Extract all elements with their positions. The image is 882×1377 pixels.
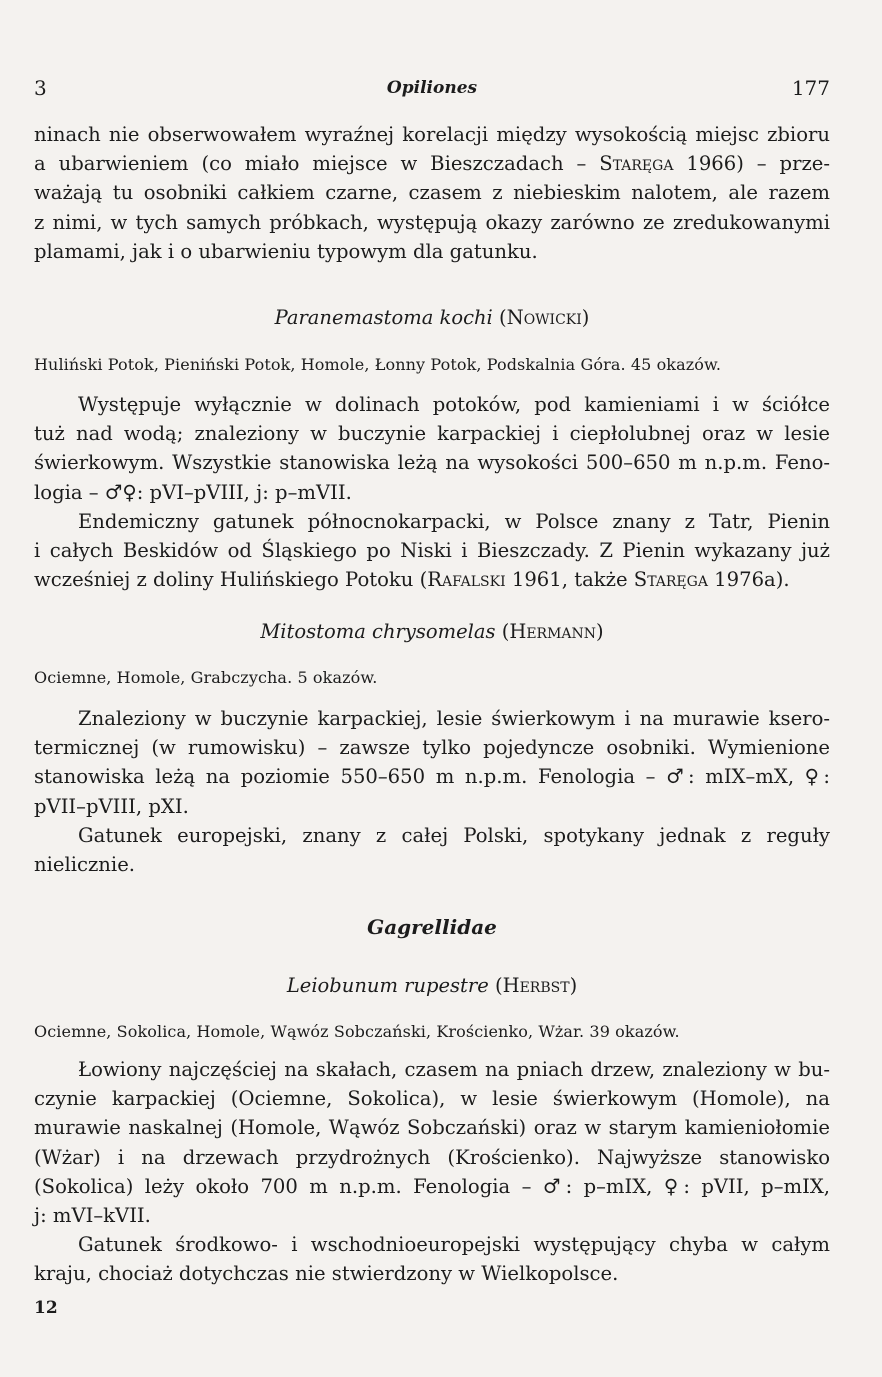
species-author: Herbst — [502, 974, 570, 997]
text-line: ważają tu osobniki całkiem czarne, czasem z niebieskim nalotem, ale razem — [34, 181, 830, 205]
text-line: i całych Beskidów od Śląskiego po Niski i Bieszczady. Z Pienin wykazany już — [34, 539, 830, 563]
species-heading — [34, 306, 830, 329]
text-line: z nimi, w tych samych próbkach, występują okazy zarówno ze zredukowanymi — [34, 210, 830, 234]
text-line: stanowiska leżą na poziomie 550–650 m n.p.m. Fenologia – ♂: mIX–mX, ♀: — [34, 765, 830, 789]
text-run: 1961, także — [505, 568, 634, 592]
text-line: czynie karpackiej (Ociemne, Sokolica), w lesie świerkowym (Homole), na — [34, 1087, 830, 1111]
text-line: logia – ♂♀: pVI–pVIII, j: p–mVII. — [34, 480, 352, 504]
running-header — [34, 76, 830, 106]
text-line: Łowiony najczęściej na skałach, czasem na pniach drzew, znaleziony w bu- — [78, 1058, 830, 1081]
localities-line: Huliński Potok, Pieniński Potok, Homole, Łonny Potok, Podskalnia Góra. 45 okazów. — [34, 355, 722, 374]
text-line — [34, 565, 830, 594]
text-run: 1976a). — [707, 568, 790, 592]
citation-author: Staręga — [633, 568, 708, 592]
family-heading — [34, 915, 830, 939]
paren: ( — [495, 620, 510, 643]
paren: ( — [492, 306, 507, 329]
paren: ) — [596, 620, 604, 643]
text-line: Gatunek europejski, znany z całej Polski, spotykany jednak z reguły — [78, 823, 830, 847]
text-line: świerkowym. Wszystkie stanowiska leżą na wysokości 500–650 m n.p.m. Feno- — [34, 451, 830, 475]
species-heading — [34, 620, 830, 643]
text-run: 1966) – prze- — [673, 152, 830, 176]
species-description — [34, 1055, 830, 1289]
species-name: Mitostoma chrysomelas — [260, 620, 496, 643]
text-line: (Sokolica) leży około 700 m n.p.m. Fenologia – ♂: p–mIX, ♀: pVII, p–mIX, — [34, 1174, 830, 1198]
citation-author: Staręga — [599, 152, 674, 176]
intro-paragraph — [34, 120, 830, 266]
text-line: nielicznie. — [34, 853, 136, 877]
text-line: tuż nad wodą; znaleziony w buczynie karpackiej i ciepłolubnej oraz w lesie — [34, 422, 830, 446]
species-localities — [34, 355, 830, 374]
species-author: Hermann — [509, 620, 597, 643]
text-line: murawie naskalnej (Homole, Wąwóz Sobczański) oraz w starym kamieniołomie — [34, 1116, 830, 1140]
paren: ) — [581, 306, 590, 329]
page-number: 177 — [791, 76, 830, 100]
species-localities — [34, 668, 830, 687]
text-line: Gatunek środkowo- i wschodnioeuropejski występujący chyba w całym — [78, 1233, 830, 1257]
text-line: (Wżar) i na drzewach przydrożnych (Krościenko). Najwyższe stanowisko — [34, 1145, 830, 1169]
text-line: Endemiczny gatunek północnokarpacki, w Polsce znany z Tatr, Pienin — [78, 509, 830, 533]
citation-author: Rafalski — [427, 568, 506, 592]
text-line: ninach nie obserwowałem wyraźnej korelacji między wysokością miejsc zbioru — [34, 123, 830, 146]
species-localities — [34, 1022, 830, 1041]
species-name: Paranemastoma kochi — [274, 306, 493, 329]
paren: ) — [569, 974, 578, 997]
localities-line: Ociemne, Sokolica, Homole, Wąwóz Sobczański, Krościenko, Wżar. 39 okazów. — [34, 1022, 680, 1041]
text-line: kraju, chociaż dotychczas nie stwierdzony w Wielkopolsce. — [34, 1262, 619, 1286]
family-name: Gagrellidae — [367, 915, 497, 939]
text-line — [34, 149, 830, 178]
species-description — [34, 704, 830, 879]
text-line: Znaleziony w buczynie karpackiej, lesie świerkowym i na murawie ksero- — [78, 707, 830, 730]
text-line: pVII–pVIII, pXI. — [34, 794, 189, 818]
text-run: wcześniej z doliny Hulińskiego Potoku ( — [34, 568, 428, 592]
text-run: a ubarwieniem (co miało miejsce w Bieszczadach – — [34, 152, 600, 176]
running-title: Opiliones — [386, 78, 478, 98]
species-name: Leiobunum rupestre — [286, 974, 489, 997]
text-line: j: mVI–kVII. — [34, 1204, 151, 1228]
text-line: Występuje wyłącznie w dolinach potoków, pod kamieniami i w ściółce — [78, 393, 830, 416]
species-author: Nowicki — [506, 306, 582, 329]
localities-line: Ociemne, Homole, Grabczycha. 5 okazów. — [34, 668, 378, 687]
species-heading — [34, 974, 830, 997]
species-description — [34, 390, 830, 594]
text-line: plamami, jak i o ubarwieniu typowym dla gatunku. — [34, 239, 538, 263]
signature-mark: 12 — [34, 1298, 58, 1318]
paren: ( — [488, 974, 503, 997]
text-line: termicznej (w rumowisku) – zawsze tylko pojedyncze osobniki. Wymienione — [34, 736, 830, 760]
chapter-number: 3 — [34, 76, 47, 100]
